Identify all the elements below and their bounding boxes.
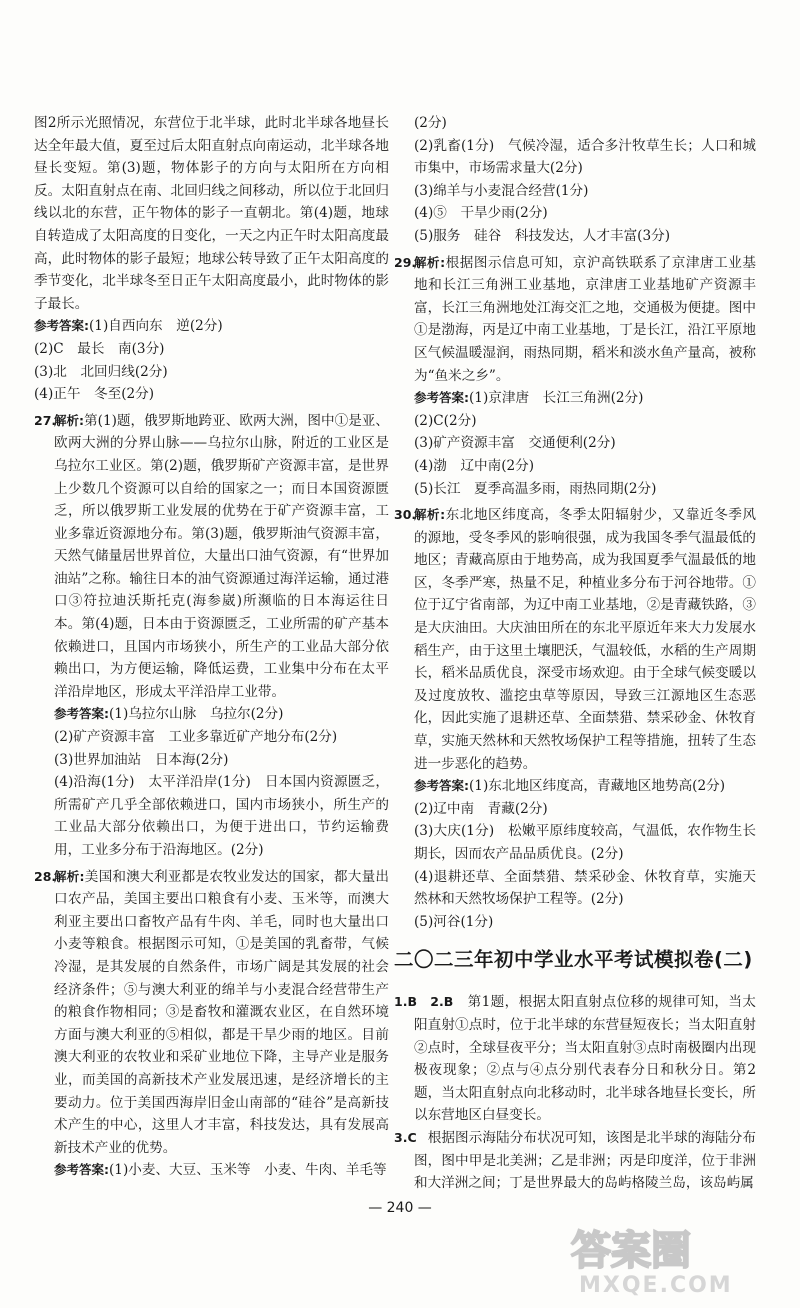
q27-analysis [34,410,389,704]
q28-answer-5: (5)服务 硅谷 科技发达，人才丰富(3分) [414,227,671,244]
q27-answer-label-line [34,703,389,726]
q26-answer-2: (2)C 最长 南(3分) [34,340,165,357]
q29-answer-4: (4)渤 辽中南(2分) [414,457,535,474]
answer-label: 参考答案: [34,318,89,334]
watermark-top-text: 答案圈 [571,1228,691,1274]
q1-q2-analysis [394,991,756,1127]
answer-label: 参考答案: [414,778,469,794]
q29-number: 29. [394,254,417,270]
q3-answer: 3.C [394,1129,417,1145]
q27-analysis-label: 解析: [54,412,85,428]
q29-answer-1: (1)京津唐 长江三角洲(2分) [469,390,644,407]
q30-analysis-label: 解析: [414,507,446,523]
q29-answer-3: (3)矿产资源丰富 交通便利(2分) [414,435,616,452]
q27-answer-4: (4)沿海(1分) 太平洋沿岸(1分) 日本国内资源匮乏，所需矿产几乎全部依赖进口，国内市场狭小，所生产的工业品大部分依赖出口，为便于进出口，节约运输费用，工业多分布于沿海地区。(2分) [54,774,389,858]
q27-analysis-text: 第(1)题，俄罗斯地跨亚、欧两大洲，图中①是亚、欧两大洲的分界山脉——乌拉尔山脉，附近的工业区是乌拉尔工业区。第(2)题，俄罗斯矿产资源丰富，是世界上少数几个资源可以自给的国家之一；而日本国资源匮乏，所以俄罗斯工业发展的优势在于矿产资源丰富，工业多靠近资源地分布。第(3)题，俄罗斯油气资源丰富，天然气储量居世界首位，大量出口油气资源，有“世界加油站”之称。输往日本的油气资源通过海洋运输，通过港口③符拉迪沃斯托克(海参崴)所濒临的日本海运往日本。第(4)题，日本由于资源匮乏，工业所需的矿产基本依赖进口，且国内市场狭小，所生产的工业品大部分依赖出口，为方便运输，降低运费，工业集中分布在太平洋沿岸地区，形成太平洋沿岸工业带。 [54,412,389,700]
q29-analysis [394,252,756,388]
q3-analysis-text: 根据图示海陆分布状况可知，该图是北半球的海陆分布图，图中甲是北美洲；乙是非洲；丙是印度洋，位于非洲和大洋洲之间；丁是世界最大的岛屿格陵兰岛，该岛屿属 [414,1129,757,1192]
q27-answer-2: (2)矿产资源丰富 工业多靠近矿产地分布(2分) [54,729,338,746]
q29-answer-5: (5)长江 夏季高温多雨，雨热同期(2分) [414,480,657,497]
answer-label: 参考答案: [54,1162,109,1178]
q28-answer-3: (3)绵羊与小麦混合经营(1分) [414,182,589,199]
q30-answer-4: (4)退耕还草、全面禁猎、禁采砂金、休牧育草，实施天然林和天然牧场保护工程等。(2分) [414,868,756,908]
q28-answer-2: (2)乳畜(1分) 气候冷湿，适合多汁牧草生长；人口和城市集中，市场需求量大(2分) [414,137,756,177]
q27-answer-1: (1)乌拉尔山脉 乌拉尔(2分) [109,706,284,723]
q30-answer-5: (5)河谷(1分) [414,913,494,930]
q3-analysis [394,1127,756,1195]
q30-answer-label-line [394,775,756,798]
q30-answer-3: (3)大庆(1分) 松嫩平原纬度较高，气温低，农作物生长期长，因而农产品品质优良。(2分) [414,823,756,862]
q28-answer-1: (1)小麦、大豆、玉米等 小麦、牛肉、羊毛等 [109,1162,387,1179]
answer-label: 参考答案: [54,706,109,722]
q29-answer-label-line [394,387,756,410]
watermark-logo [565,1218,780,1298]
q30-answer-1: (1)东北地区纬度高，青藏地区地势高(2分) [469,778,726,795]
q29-analysis-text: 根据图示信息可知，京沪高铁联系了京津唐工业基地和长江三角洲工业基地，京津唐工业基地矿产资源丰富，长江三角洲地处江海交汇之地，交通极为便捷。图中①是渤海，丙是辽中南工业基地，丁是长江，沿江平原地区气候温暖湿润，雨热同期，稻米和淡水鱼产量高，被称为“鱼米之乡”。 [414,254,756,384]
watermark-bottom-text: MXQE.COM [579,1273,733,1298]
q29-answer-2: (2)C(2分) [414,412,477,429]
q28-analysis-text: 美国和澳大利亚都是农牧业发达的国家，都大量出口农产品，美国主要出口粮食有小麦、玉米等，而澳大利亚主要出口畜牧产品有牛肉、羊毛，同时也大量出口小麦等粮食。根据图示可知，①是美国的乳畜带，气候冷湿，是其发展的自然条件，市场广阔是其发展的社会经济条件；⑤与澳大利亚的绵羊与小麦混合经营带生产的粮食作物相同；③是畜牧和灌溉农业区，在自然环境方面与澳大利亚的⑤相似，都是干旱少雨的地区。目前澳大利亚的农牧业和采矿业地位下降，主导产业是服务业，而美国的高新技术产业发展迅速，是经济增长的主要动力。位于美国西海岸旧金山南部的“硅谷”是高新技术产生的中心，这里人才丰富，科技发达，具有发展高新技术产业的优势。 [54,868,390,1156]
q28-analysis-label: 解析: [54,868,85,884]
q30-answer-2: (2)辽中南 青藏(2分) [414,800,548,817]
page-number: — 240 — [368,1200,432,1216]
left-column [34,112,389,1182]
q28-answer-1-points: (2分) [414,115,447,131]
q30-number: 30. [394,507,417,523]
q30-analysis [394,504,756,775]
q28-number: 28. [34,868,57,884]
q27-number: 27. [34,412,57,428]
q26-answer-label-line [34,315,389,338]
q26-answer-4: (4)正午 冬至(2分) [34,386,155,403]
q28-answer-4: (4)⑤ 干旱少雨(2分) [414,205,548,222]
q26-answer-1: (1)自西向东 逆(2分) [89,318,223,335]
right-column [394,112,756,1195]
q28-analysis [34,866,389,1160]
answer-label: 参考答案: [414,390,469,406]
watermark-svg [565,1218,780,1298]
q26-answer-3: (3)北 北回归线(2分) [34,363,168,380]
q1-q2-answers: 1.B 2.B [394,994,454,1010]
section-title: 二〇二三年初中学业水平考试模拟卷(二) [394,948,753,972]
q29-analysis-label: 解析: [414,254,446,270]
q30-analysis-text: 东北地区纬度高，冬季太阳辐射少，又靠近冬季风的源地，受冬季风的影响很强，成为我国冬季气温最低的地区；青藏高原由于地势高，成为我国夏季气温最低的地区，冬季严寒，热量不足，种植业多分布于河谷地带。①位于辽宁省南部，为辽中南工业基地，②是青藏铁路，③是大庆油田。大庆油田所在的东北平原近年来大力发展水稻生产，由于这里土壤肥沃，气温较低，水稻的生产周期长，稻米品质优良，深受市场欢迎。由于全球气候变暖以及过度放牧、滥挖虫草等原因，导致三江源地区生态恶化，因此实施了退耕还草、全面禁猎、禁采砂金、休牧育草，实施天然林和天然牧场保护工程等措施，扭转了生态进一步恶化的趋势。 [414,507,756,772]
q26-analysis-continued: 图2所示光照情况，东营位于北半球，此时北半球各地昼长达全年最大值，夏至过后太阳直射点向南运动，北半球各地昼长变短。第(3)题，物体影子的方向与太阳所在方向相反。太阳直射点在南、北回归线之间移动，所以位于北回归线以北的东营，正午物体的影子一直朝北。第(4)题，地球自转造成了太阳高度的日变化，一天之内正午时太阳高度最高，此时物体的影子最短；地球公转导致了正午太阳高度的季节变化，北半球冬至日正午太阳高度最小，此时物体的影子最长。 [34,115,389,312]
q27-answer-3: (3)世界加油站 日本海(2分) [54,751,229,768]
q28-answer-label-line [34,1159,389,1182]
q1-q2-analysis-text: 第1题，根据太阳直射点位移的规律可知，当太阳直射①点时，位于北半球的东营昼短夜长；当太阳直射②点时，全球昼夜平分；当太阳直射③点时南极圈内出现极夜现象；②点与④点分别代表春分日和秋分日。第2题，当太阳直射点向北移动时，北半球各地昼长变长，所以东营地区白昼变长。 [414,994,756,1124]
